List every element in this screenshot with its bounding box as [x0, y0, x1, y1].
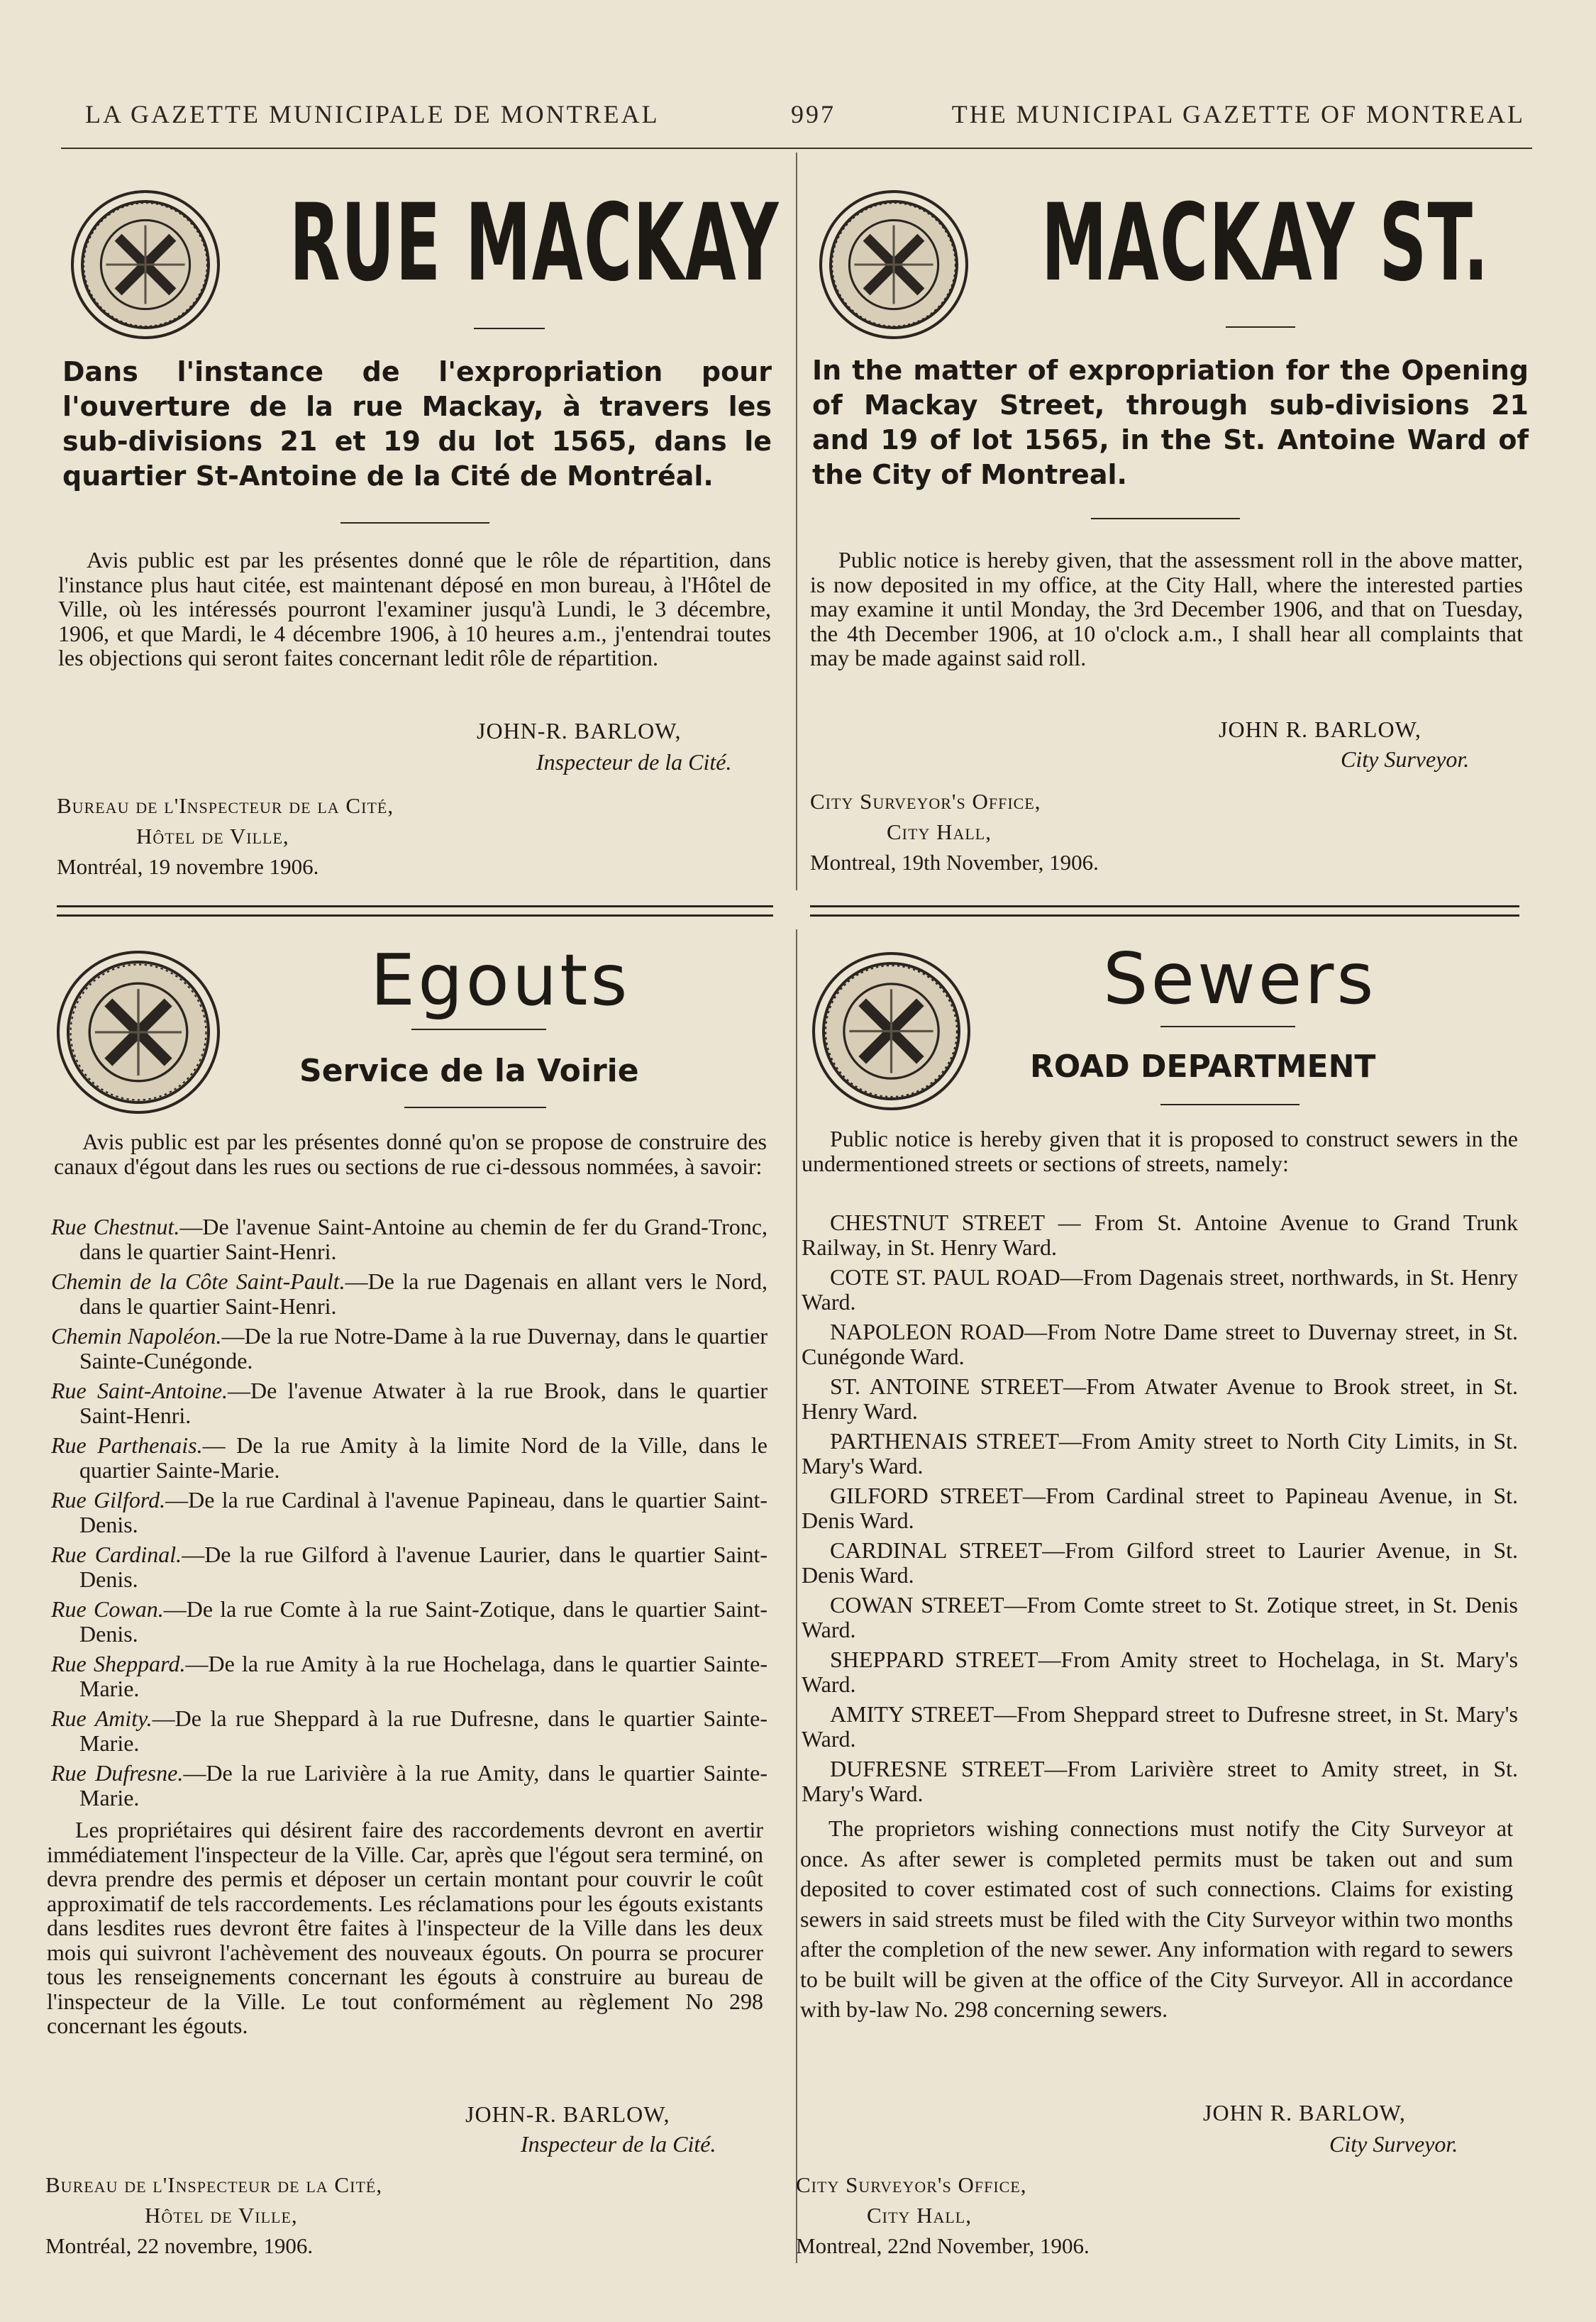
street-desc: —De l'avenue Saint-Antoine au chemin de fer du Grand-Tronc, dans le quartier Saint-Henri. — [79, 1214, 768, 1264]
title-rule — [411, 1029, 546, 1030]
office-line-1: Bureau de l'Inspecteur de la Cité, — [57, 793, 394, 818]
column-rule-bottom — [796, 929, 797, 2263]
signature-title: Inspecteur de la Cité. — [521, 2131, 716, 2157]
notice-body: Public notice is hereby given, that the assessment roll in the above matter, is now deposited in my office, at the City Hall, where the interested parties may examine it until Monday, the 3rd December 1906, and that on Tuesday, the 4th December 1906, at 10 o'clock a.m., I shall hear all complaints that may be made against said roll. — [810, 547, 1523, 670]
street-item: ST. ANTOINE STREET—From Atwater Avenue to Brook street, in St. Henry Ward. — [802, 1373, 1518, 1424]
street-item: NAPOLEON ROAD—From Notre Dame street to Duvernay street, in St. Cunégonde Ward. — [802, 1319, 1518, 1369]
office-date: Montreal, 22nd November, 1906. — [796, 2233, 1090, 2258]
signature-title: City Surveyor. — [1341, 746, 1470, 772]
section-divider-left — [57, 905, 773, 917]
street-item: PARTHENAIS STREET—From Amity street to North City Limits, in St. Mary's Ward. — [802, 1428, 1518, 1478]
street-item: CARDINAL STREET—From Gilford street to Laurier Avenue, in St. Denis Ward. — [802, 1537, 1518, 1588]
street-item — [51, 1433, 767, 1483]
street-desc: —De la rue Comte à la rue Saint-Zotique, dans le quartier Saint-Denis. — [79, 1596, 768, 1647]
lead-paragraph: Dans l'instance de l'expropriation pour l'ouverture de la rue Mackay, à travers les sub-divisions 21 et 19 du lot 1565, dans le quartier St-Antoine de la Cité de Montréal. — [62, 356, 772, 492]
street-item — [51, 1597, 767, 1647]
street-name: Rue Dufresne. — [51, 1760, 184, 1786]
street-item: COTE ST. PAUL ROAD—From Dagenais street, northwards, in St. Henry Ward. — [802, 1264, 1518, 1315]
office-line-2: Hôtel de Ville, — [145, 2203, 298, 2228]
seal-graphic — [60, 953, 217, 1111]
office-date: Montréal, 19 novembre 1906. — [57, 854, 319, 879]
street-name: Rue Parthenais. — [51, 1432, 203, 1458]
street-item: GILFORD STREET—From Cardinal street to Papineau Avenue, in St. Denis Ward. — [802, 1483, 1518, 1533]
street-item: AMITY STREET—From Sheppard street to Dufresne street, in St. Mary's Ward. — [802, 1701, 1518, 1752]
office-line-2: City Hall, — [867, 2203, 972, 2228]
subtitle-service-voirie: Service de la Voirie — [299, 1053, 639, 1089]
title-rule — [1226, 326, 1295, 328]
street-item: DUFRESNE STREET—From Larivière street to Amity street, in St. Mary's Ward. — [802, 1756, 1518, 1806]
title-rule — [474, 328, 545, 329]
title-egouts: Egouts — [370, 939, 631, 1022]
street-item — [51, 1488, 767, 1537]
street-item — [51, 1269, 767, 1319]
office-line-2: City Hall, — [887, 819, 992, 844]
signature-title: City Surveyor. — [1329, 2131, 1458, 2157]
street-list-en — [802, 1210, 1518, 1811]
street-desc: —De la rue Gilford à l'avenue Laurier, dans le quartier Saint-Denis. — [79, 1542, 768, 1592]
closing-paragraph: Les propriétaires qui désirent faire des raccordements devront en avertir immédiatement l'inspecteur de la Ville. Car, après que l'égout sera terminé, on devra prendre des permis et déposer un certain montant pour couvrir le coût approximatif de tels raccordements. Les réclamations pour les égouts existants dans lesdites rues devront être faites à l'inspecteur de la Ville dans les deux mois qui suivront l'achèvement des nouveaux égouts. On pourra se procurer tous les renseignements concernant les égouts à construire au bureau de l'inspecteur de la Ville. Le tout conformément au règlement No 298 concernant les égouts. — [47, 1817, 763, 2038]
seal-graphic — [815, 955, 968, 1107]
subtitle-rule — [1160, 1104, 1299, 1105]
street-item — [51, 1761, 767, 1810]
title-mackay-st: MACKAY ST. — [1041, 182, 1490, 305]
office-address — [796, 2169, 1090, 2261]
street-name: Rue Sheppard. — [51, 1651, 186, 1676]
lead-rule — [1091, 518, 1240, 519]
signature-title: Inspecteur de la Cité. — [536, 749, 732, 775]
subtitle-road-department: ROAD DEPARTMENT — [1030, 1049, 1376, 1085]
notice-body: Avis public est par les présentes donné que le rôle de répartition, dans l'instance plus haut citée, est maintenant déposé en mon bureau, à l'Hôtel de Ville, où les intéressés pourront l'examiner jusqu'à Lundi, le 3 décembre, 1906, et que Mardi, le 4 décembre 1906, à 10 heures a.m., j'entendrai toutes les objections qui seront faites concernant ledit rôle de répartition. — [58, 547, 771, 670]
street-name: Rue Gilford. — [51, 1487, 166, 1513]
office-date: Montréal, 22 novembre, 1906. — [45, 2233, 314, 2258]
office-line-1: City Surveyor's Office, — [796, 2172, 1027, 2197]
signature-name: JOHN R. BARLOW, — [1219, 717, 1422, 742]
street-name: Chemin Napoléon. — [51, 1323, 222, 1349]
header-rule — [61, 148, 1532, 149]
street-desc: —De la rue Amity à la rue Hochelaga, dans le quartier Sainte-Marie. — [79, 1651, 768, 1701]
street-name: Rue Amity. — [51, 1705, 153, 1731]
intro-paragraph: Public notice is hereby given that it is proposed to construct sewers in the undermentioned streets or sections of streets, namely: — [802, 1126, 1518, 1176]
street-desc: —De la rue Larivière à la rue Amity, dans le quartier Sainte-Marie. — [79, 1760, 767, 1810]
street-name: Rue Cowan. — [51, 1596, 164, 1622]
street-item — [51, 1652, 767, 1701]
title-sewers: Sewers — [1103, 937, 1377, 1020]
signature-name: JOHN-R. BARLOW, — [477, 718, 682, 743]
office-address — [45, 2169, 382, 2261]
office-date: Montreal, 19th November, 1906. — [810, 850, 1099, 875]
lead-paragraph: In the matter of expropriation for the Opening of Mackay Street, through sub-divisions 21 and 19 of lot 1565, in the St. Antoine Ward of the City of Montreal. — [812, 355, 1529, 490]
street-name: Rue Saint-Antoine. — [51, 1378, 228, 1403]
street-item — [51, 1324, 767, 1373]
street-name: Rue Cardinal. — [51, 1542, 182, 1567]
seal-graphic — [74, 193, 217, 336]
city-seal-icon — [812, 952, 970, 1110]
street-desc: —De la rue Cardinal à l'avenue Papineau, dans le quartier Saint-Denis. — [79, 1487, 768, 1537]
header-left: LA GAZETTE MUNICIPALE DE MONTREAL — [85, 100, 660, 128]
seal-graphic — [822, 193, 965, 336]
street-desc: — De la rue Amity à la limite Nord de la Ville, dans le quartier Sainte-Marie. — [79, 1432, 768, 1483]
office-line-1: City Surveyor's Office, — [810, 789, 1041, 814]
closing-paragraph: The proprietors wishing connections must notify the City Surveyor at once. As after sewer is completed permits must be taken out and sum deposited to cover estimated cost of such connections. Claims for existing sewers in said streets must be filed with the City Surveyor within two months after the completion of the new sewer. Any information with regard to sewers to be built will be given at the office of the City Surveyor. All in accordance with by-law No. 298 concerning sewers. — [800, 1815, 1513, 2022]
page-number: 997 — [791, 100, 836, 128]
office-line-2: Hôtel de Ville, — [136, 824, 289, 848]
subtitle-rule — [404, 1107, 546, 1108]
city-seal-icon — [71, 190, 220, 339]
intro-paragraph: Avis public est par les présentes donné qu'on se propose de construire des canaux d'égout dans les rues ou sections de rue ci-dessous nommées, à savoir: — [54, 1129, 767, 1179]
street-item: CHESTNUT STREET — From St. Antoine Avenue to Grand Trunk Railway, in St. Henry Ward. — [802, 1210, 1518, 1260]
lead-rule — [340, 522, 489, 524]
running-head — [78, 99, 1532, 142]
column-rule-top — [796, 153, 797, 890]
street-item — [51, 1215, 767, 1264]
city-seal-icon — [819, 190, 968, 339]
street-list-fr — [51, 1215, 767, 1815]
street-desc: —De la rue Notre-Dame à la rue Duvernay, dans le quartier Sainte-Cunégonde. — [79, 1323, 767, 1373]
city-seal-icon — [57, 951, 220, 1114]
office-line-1: Bureau de l'Inspecteur de la Cité, — [45, 2172, 383, 2197]
street-item — [51, 1378, 767, 1428]
street-desc: —De la rue Sheppard à la rue Dufresne, dans le quartier Sainte-Marie. — [79, 1705, 768, 1756]
street-item: COWAN STREET—From Comte street to St. Zotique street, in St. Denis Ward. — [802, 1592, 1518, 1642]
street-desc: —De l'avenue Atwater à la rue Brook, dans le quartier Saint-Henri. — [79, 1378, 768, 1428]
header-right: THE MUNICIPAL GAZETTE OF MONTREAL — [951, 100, 1525, 128]
title-rule — [1160, 1026, 1295, 1027]
signature-name: JOHN-R. BARLOW, — [465, 2101, 670, 2127]
street-item — [51, 1706, 767, 1756]
office-address — [810, 786, 1099, 878]
signature-name: JOHN R. BARLOW, — [1203, 2100, 1406, 2125]
street-item — [51, 1542, 767, 1592]
street-item: SHEPPARD STREET—From Amity street to Hochelaga, in St. Mary's Ward. — [802, 1647, 1518, 1697]
title-rue-mackay: RUE MACKAY — [289, 182, 780, 305]
office-address — [57, 790, 394, 882]
street-name: Chemin de la Côte Saint-Pault. — [51, 1268, 345, 1294]
street-desc: —De la rue Dagenais en allant vers le Nord, dans le quartier Saint-Henri. — [79, 1268, 768, 1319]
section-divider-right — [810, 905, 1519, 917]
street-name: Rue Chestnut. — [51, 1214, 180, 1239]
